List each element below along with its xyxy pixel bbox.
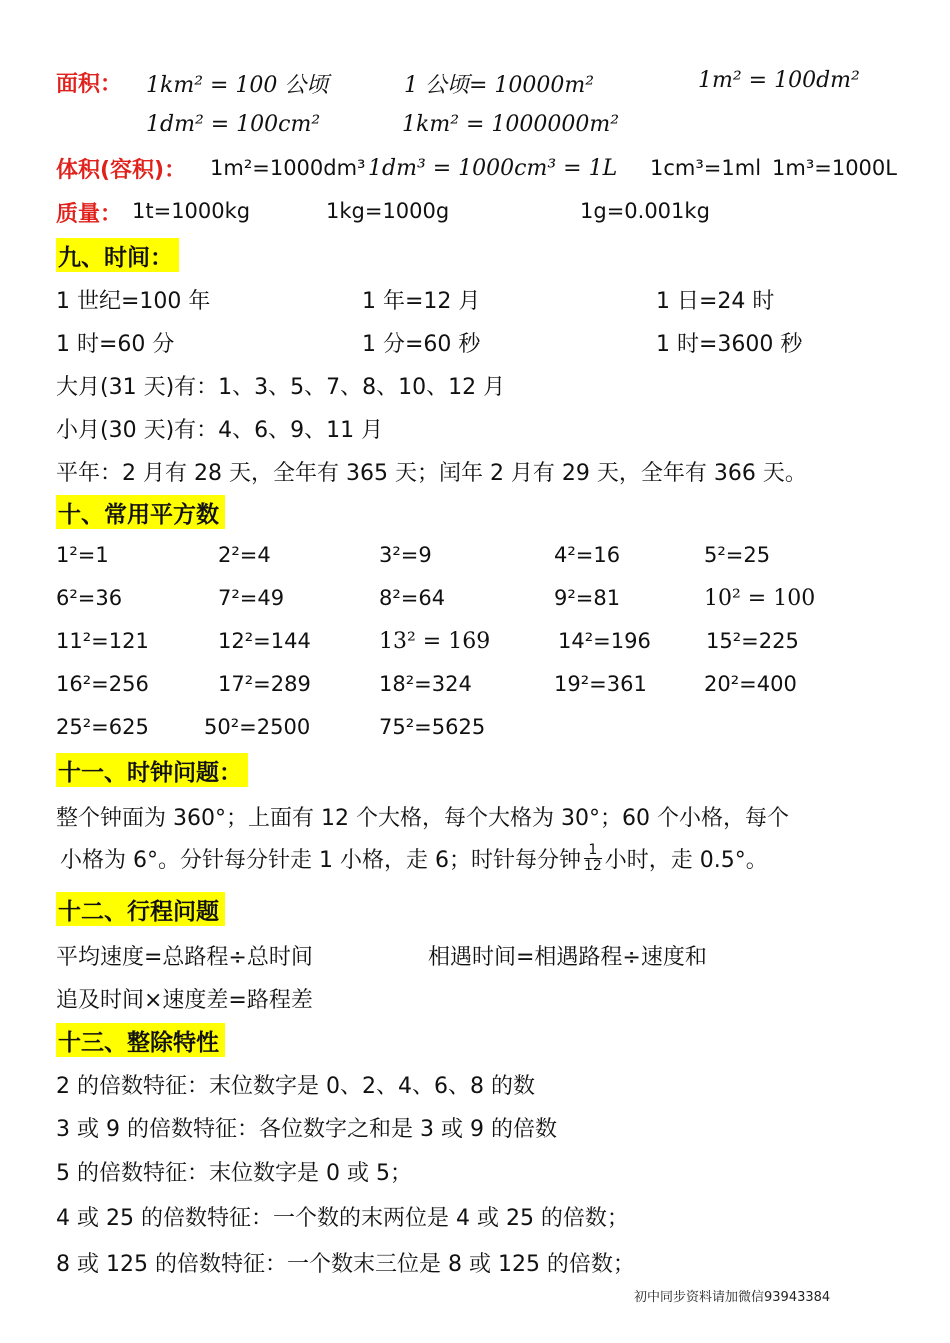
- divisibility-heading: 十三、整除特性: [56, 1023, 225, 1057]
- square-item: 17²=289: [218, 672, 311, 696]
- volume-row: [56, 148, 186, 188]
- clock-heading: 十一、时钟问题：: [56, 753, 248, 787]
- area-item: 1 公顷= 10000m²: [404, 73, 595, 98]
- leap-year-text: 平年：2 月有 28 天，全年有 365 天；闰年 2 月有 29 天，全年有 366 天。: [56, 461, 807, 486]
- clock-text-line1: 整个钟面为 360°；上面有 12 个大格，每个大格为 30°；60 个小格，每个: [56, 806, 789, 831]
- travel-heading: 十二、行程问题: [56, 892, 225, 926]
- square-item: 9²=81: [554, 586, 621, 610]
- squares-heading: 十、常用平方数: [56, 495, 225, 529]
- square-item: 13² = 169: [379, 629, 491, 654]
- square-item: 10² = 100: [704, 586, 816, 611]
- square-item: 2²=4: [218, 543, 271, 567]
- square-item: 7²=49: [218, 586, 285, 610]
- square-item: 25²=625: [56, 715, 149, 739]
- divisibility-item: 4 或 25 的倍数特征：一个数的末两位是 4 或 25 的倍数；: [56, 1206, 629, 1231]
- clock-text-line2: [60, 840, 768, 876]
- time-item: 1 分=60 秒: [362, 332, 481, 357]
- travel-item: 相遇时间=相遇路程÷速度和: [428, 945, 707, 970]
- area-label: 面积：: [56, 71, 123, 97]
- volume-item: 1m²=1000dm³: [210, 156, 366, 180]
- mass-item: 1g=0.001kg: [580, 199, 710, 223]
- square-item: 75²=5625: [379, 715, 486, 739]
- time-item: 1 时=60 分: [56, 332, 175, 357]
- time-item: 1 年=12 月: [362, 289, 481, 314]
- square-item: 14²=196: [558, 629, 651, 653]
- mass-row: [56, 192, 122, 232]
- fraction-numerator: 1: [588, 841, 598, 858]
- clock-text-line2-a: 小格为 6°。分针每分针走 1 小格，走 6；时针每分钟: [60, 847, 581, 873]
- square-item: 5²=25: [704, 543, 771, 567]
- area-item: 1km² = 1000000m²: [402, 112, 620, 137]
- square-item: 19²=361: [554, 672, 647, 696]
- area-item: 1dm² = 100cm²: [146, 112, 321, 137]
- volume-label: 体积(容积)：: [56, 157, 187, 183]
- time-heading: 九、时间：: [56, 238, 179, 272]
- square-item: 1²=1: [56, 543, 109, 567]
- footer-note: 初中同步资料请加微信93943384: [634, 1290, 831, 1305]
- square-item: 12²=144: [218, 629, 311, 653]
- small-month-text: 小月(30 天)有：4、6、9、11 月: [56, 418, 384, 443]
- divisibility-item: 5 的倍数特征：末位数字是 0 或 5；: [56, 1161, 412, 1186]
- time-item: 1 日=24 时: [656, 289, 775, 314]
- mass-item: 1kg=1000g: [326, 199, 450, 223]
- square-item: 50²=2500: [204, 715, 311, 739]
- fraction-denominator: 12: [583, 857, 602, 874]
- square-item: 3²=9: [379, 543, 432, 567]
- divisibility-item: 8 或 125 的倍数特征：一个数末三位是 8 或 125 的倍数；: [56, 1252, 635, 1277]
- square-item: 20²=400: [704, 672, 797, 696]
- square-item: 18²=324: [379, 672, 472, 696]
- square-item: 16²=256: [56, 672, 149, 696]
- volume-item: 1cm³=1ml: [650, 156, 762, 180]
- area-row-1: [56, 62, 122, 102]
- mass-item: 1t=1000kg: [132, 199, 251, 223]
- big-month-text: 大月(31 天)有：1、3、5、7、8、10、12 月: [56, 375, 506, 400]
- volume-item: 1m³=1000L: [772, 156, 897, 180]
- time-item: 1 世纪=100 年: [56, 289, 211, 314]
- area-item: 1m² = 100dm²: [698, 68, 860, 93]
- square-item: 4²=16: [554, 543, 621, 567]
- square-item: 15²=225: [706, 629, 799, 653]
- travel-item: 平均速度=总路程÷总时间: [56, 945, 313, 970]
- clock-text-line2-b: 小时，走 0.5°。: [604, 847, 768, 873]
- divisibility-item: 2 的倍数特征：末位数字是 0、2、4、6、8 的数: [56, 1074, 535, 1099]
- square-item: 8²=64: [379, 586, 446, 610]
- square-item: 6²=36: [56, 586, 123, 610]
- mass-label: 质量：: [56, 201, 123, 227]
- divisibility-item: 3 或 9 的倍数特征：各位数字之和是 3 或 9 的倍数: [56, 1117, 557, 1142]
- travel-item: 追及时间×速度差=路程差: [56, 988, 313, 1013]
- volume-item: 1dm³ = 1000cm³ = 1L: [368, 156, 618, 181]
- area-item: 1km² = 100 公顷: [146, 73, 329, 98]
- square-item: 11²=121: [56, 629, 149, 653]
- time-item: 1 时=3600 秒: [656, 332, 803, 357]
- fraction-one-twelfth: [584, 843, 602, 874]
